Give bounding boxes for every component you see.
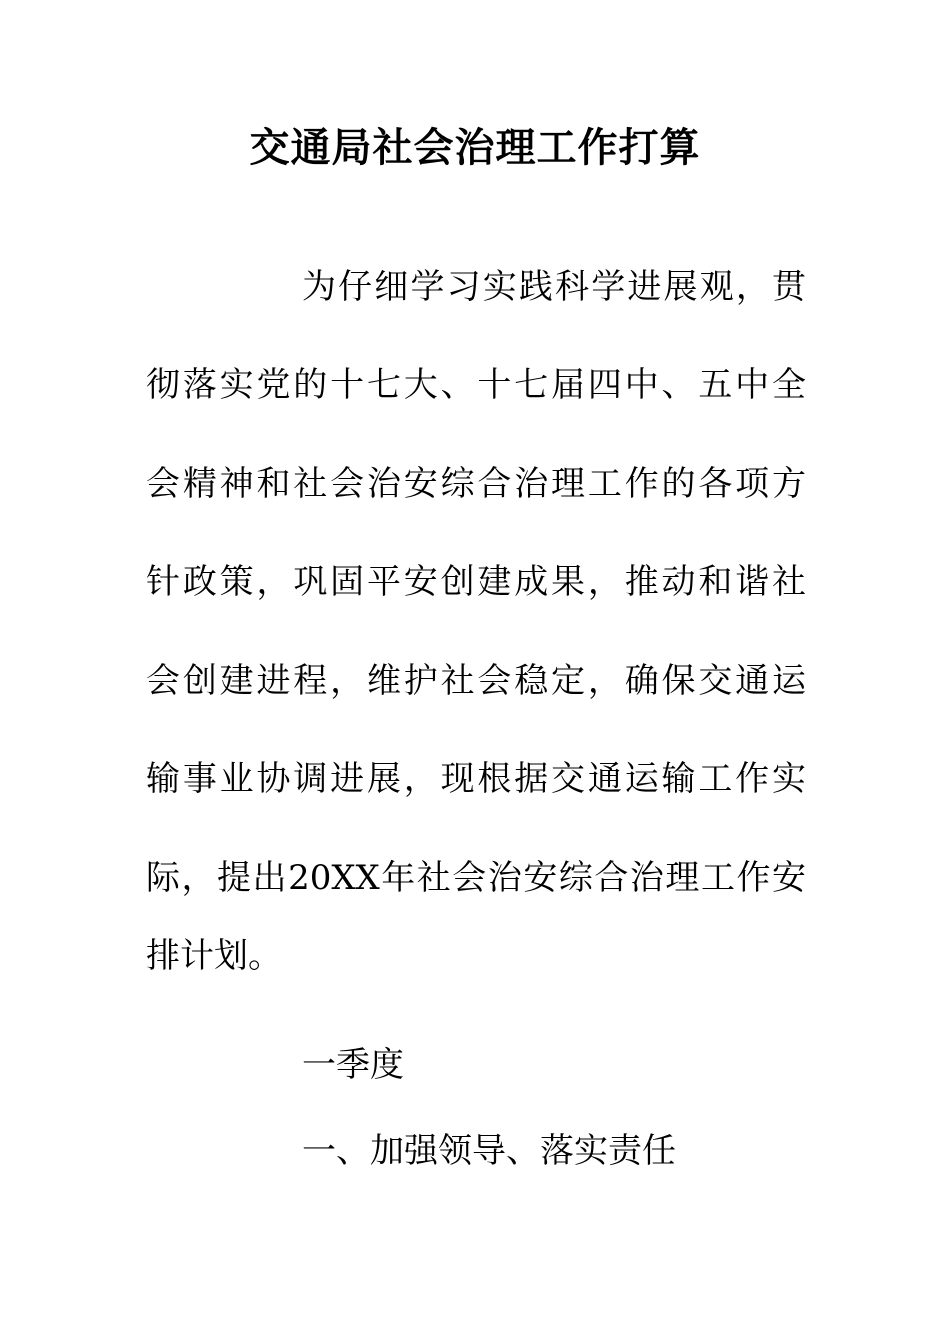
subsection-heading: 一、加强领导、落实责任 — [302, 1131, 676, 1171]
paragraph-line-2: 彻落实党的十七大、十七届四中、五中全 — [146, 365, 806, 405]
section-heading: 一季度 — [302, 1045, 404, 1085]
paragraph-line-4: 针政策，巩固平安创建成果，推动和谐社 — [146, 562, 806, 602]
paragraph-line-7: 际，提出20XX年社会治安综合治理工作安 — [146, 858, 806, 898]
paragraph-line-1: 为仔细学习实践科学进展观，贯 — [302, 267, 806, 307]
paragraph-line-8: 排计划。 — [146, 936, 282, 976]
document-title: 交通局社会治理工作打算 — [249, 125, 701, 171]
paragraph-line-6: 输事业协调进展，现根据交通运输工作实 — [146, 759, 806, 799]
paragraph-line-3: 会精神和社会治安综合治理工作的各项方 — [146, 464, 806, 504]
paragraph-line-5: 会创建进程，维护社会稳定，确保交通运 — [146, 661, 806, 701]
